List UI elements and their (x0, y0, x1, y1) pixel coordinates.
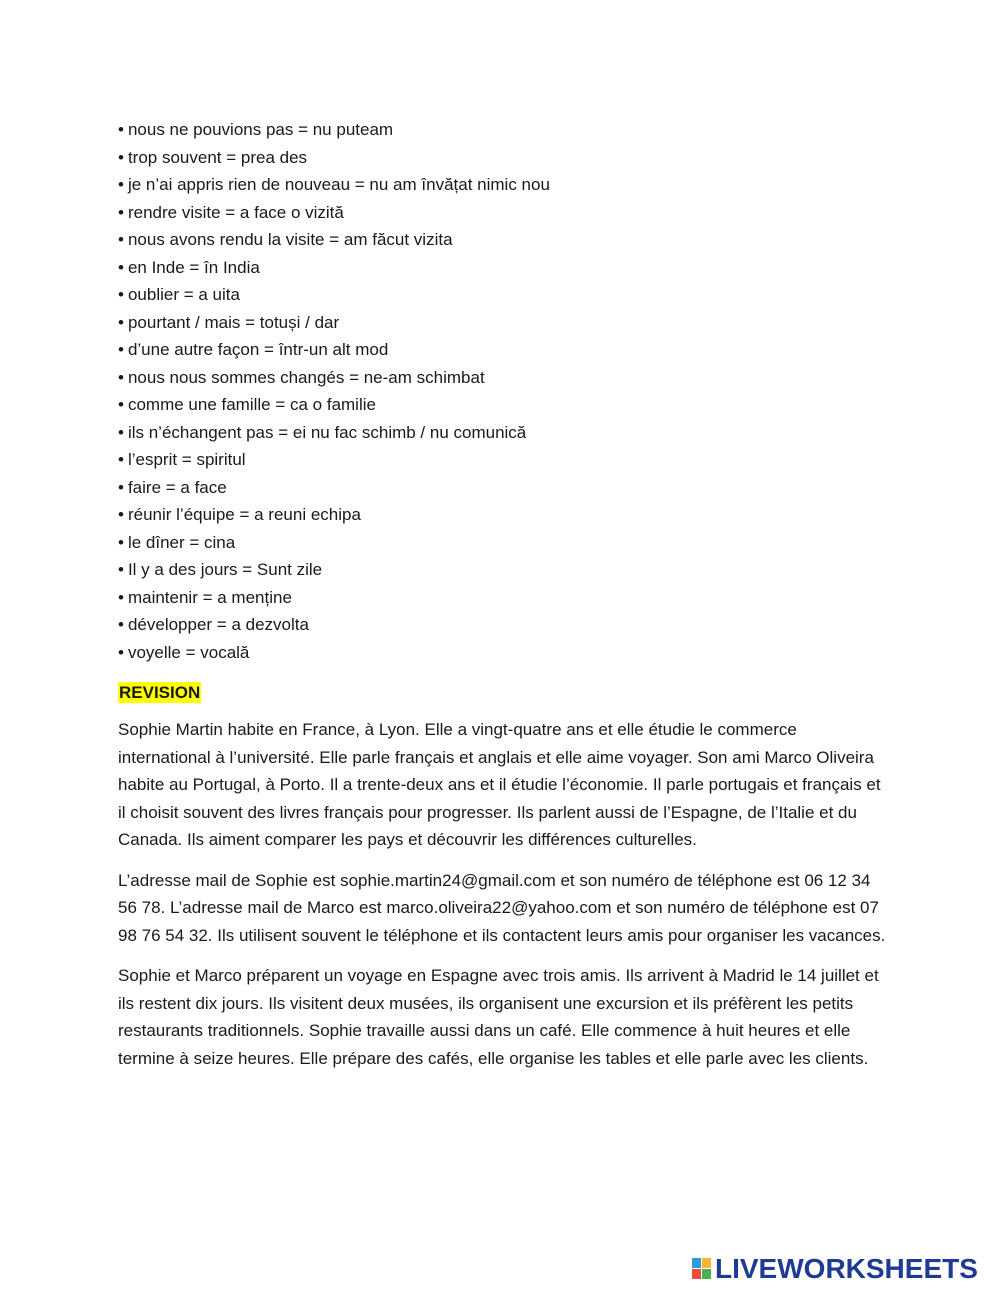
list-item (118, 611, 888, 639)
list-item (118, 336, 888, 364)
vocab-entry: maintenir = a menține (127, 587, 292, 607)
vocab-entry: pourtant / mais = totuși / dar (127, 312, 340, 332)
list-item (118, 419, 888, 447)
logo-square-1 (692, 1258, 701, 1268)
bullet: • (118, 175, 124, 194)
bullet: • (118, 120, 124, 139)
list-item (118, 446, 888, 474)
list-item (118, 171, 888, 199)
bullet: • (118, 202, 124, 222)
bullet: • (118, 257, 124, 277)
vocab-entry: l’esprit = spiritul (127, 450, 246, 469)
vocab-entry: Il y a des jours = Sunt zile (127, 560, 323, 579)
list-item (118, 309, 888, 337)
bullet: • (118, 230, 124, 249)
bullet: • (118, 285, 124, 304)
vocab-entry: voyelle = vocală (127, 642, 250, 662)
liveworksheets-logo-icon (692, 1258, 712, 1280)
bullet: • (118, 367, 124, 387)
logo-square-4 (702, 1269, 711, 1279)
worksheet-page (118, 116, 888, 1085)
list-item (118, 226, 888, 254)
vocab-entry: nous nous sommes changés = ne-am schimbat (127, 367, 485, 387)
bullet: • (118, 340, 124, 359)
list-item (118, 639, 888, 667)
vocab-entry: rendre visite = a face o vizită (127, 202, 344, 222)
list-item (118, 391, 888, 419)
bullet: • (118, 395, 124, 414)
list-item (118, 281, 888, 309)
vocab-entry: comme une famille = ca o familie (127, 395, 376, 414)
vocab-entry: faire = a face (127, 477, 227, 497)
vocabulary-list (118, 116, 888, 666)
vocab-entry: réunir l’équipe = a reuni echipa (127, 505, 361, 524)
list-item (118, 584, 888, 612)
bullet: • (118, 532, 124, 552)
list-item (118, 144, 888, 172)
bullet: • (118, 615, 124, 634)
bullet: • (118, 560, 124, 579)
list-item (118, 529, 888, 557)
vocab-entry: nous avons rendu la visite = am făcut vizita (127, 230, 453, 249)
vocab-entry: oublier = a uita (127, 285, 240, 304)
logo-square-3 (692, 1269, 701, 1279)
vocab-entry: nous ne pouvions pas = nu puteam (127, 120, 394, 139)
revision-paragraph-1: Sophie Martin habite en France, à Lyon. Elle a vingt-quatre ans et elle étudie le commerce international à l’université. Elle parle français et anglais et elle aime voyager. Son ami Marco Oliveira habite au Portugal, à Porto. Il a trente-deux ans et il étudie l’économie. Il parle portugais et français et il choisit souvent des livres français pour progresser. Ils parlent aussi de l’Espagne, de l’Italie et du Canada. Ils aiment comparer les pays et découvrir les différences culturelles. (118, 720, 881, 849)
liveworksheets-logo (692, 1254, 978, 1284)
list-item (118, 254, 888, 282)
bullet: • (118, 505, 124, 524)
vocab-entry: trop souvent = prea des (127, 147, 308, 167)
logo-text: LIVEWORKSHEETS (715, 1253, 978, 1284)
bullet: • (118, 587, 124, 607)
vocab-entry: le dîner = cina (127, 532, 236, 552)
bullet: • (118, 312, 124, 332)
vocab-entry: d’une autre façon = într-un alt mod (127, 340, 389, 359)
list-item (118, 556, 888, 584)
vocab-entry: ils n’échangent pas = ei nu fac schimb / nu comunică (127, 422, 527, 442)
revision-heading-label: REVISION (119, 683, 201, 702)
revision-paragraph-2: L’adresse mail de Sophie est sophie.martin24@gmail.com et son numéro de téléphone est 06 12 34 56 78. L’adresse mail de Marco est marco.oliveira22@yahoo.com et son numéro de téléphone est 07 98 76 54 32. Ils utilisent souvent le téléphone et ils contactent leurs amis pour organiser les vacances. (118, 870, 886, 945)
revision-heading (118, 679, 888, 706)
bullet: • (118, 477, 124, 497)
revision-paragraph-3: Sophie et Marco préparent un voyage en Espagne avec trois amis. Ils arrivent à Madrid le 14 juillet et ils restent dix jours. Ils visitent deux musées, ils organisent une excursion et ils préfèrent les petits restaurants traditionnels. Sophie travaille aussi dans un café. Elle commence à huit heures et elle termine à seize heures. Elle prépare des cafés, elle organise les tables et elle parle avec les clients. (118, 966, 879, 1068)
list-item (118, 501, 888, 529)
list-item (118, 116, 888, 144)
bullet: • (118, 147, 124, 167)
bullet: • (118, 642, 124, 662)
vocab-entry: développer = a dezvolta (127, 615, 309, 634)
bullet: • (118, 422, 124, 442)
list-item (118, 474, 888, 502)
vocab-entry: en Inde = în India (127, 257, 260, 277)
bullet: • (118, 450, 124, 469)
logo-square-2 (702, 1258, 711, 1268)
list-item (118, 364, 888, 392)
list-item (118, 199, 888, 227)
vocab-entry: je n’ai appris rien de nouveau = nu am învățat nimic nou (127, 175, 550, 194)
